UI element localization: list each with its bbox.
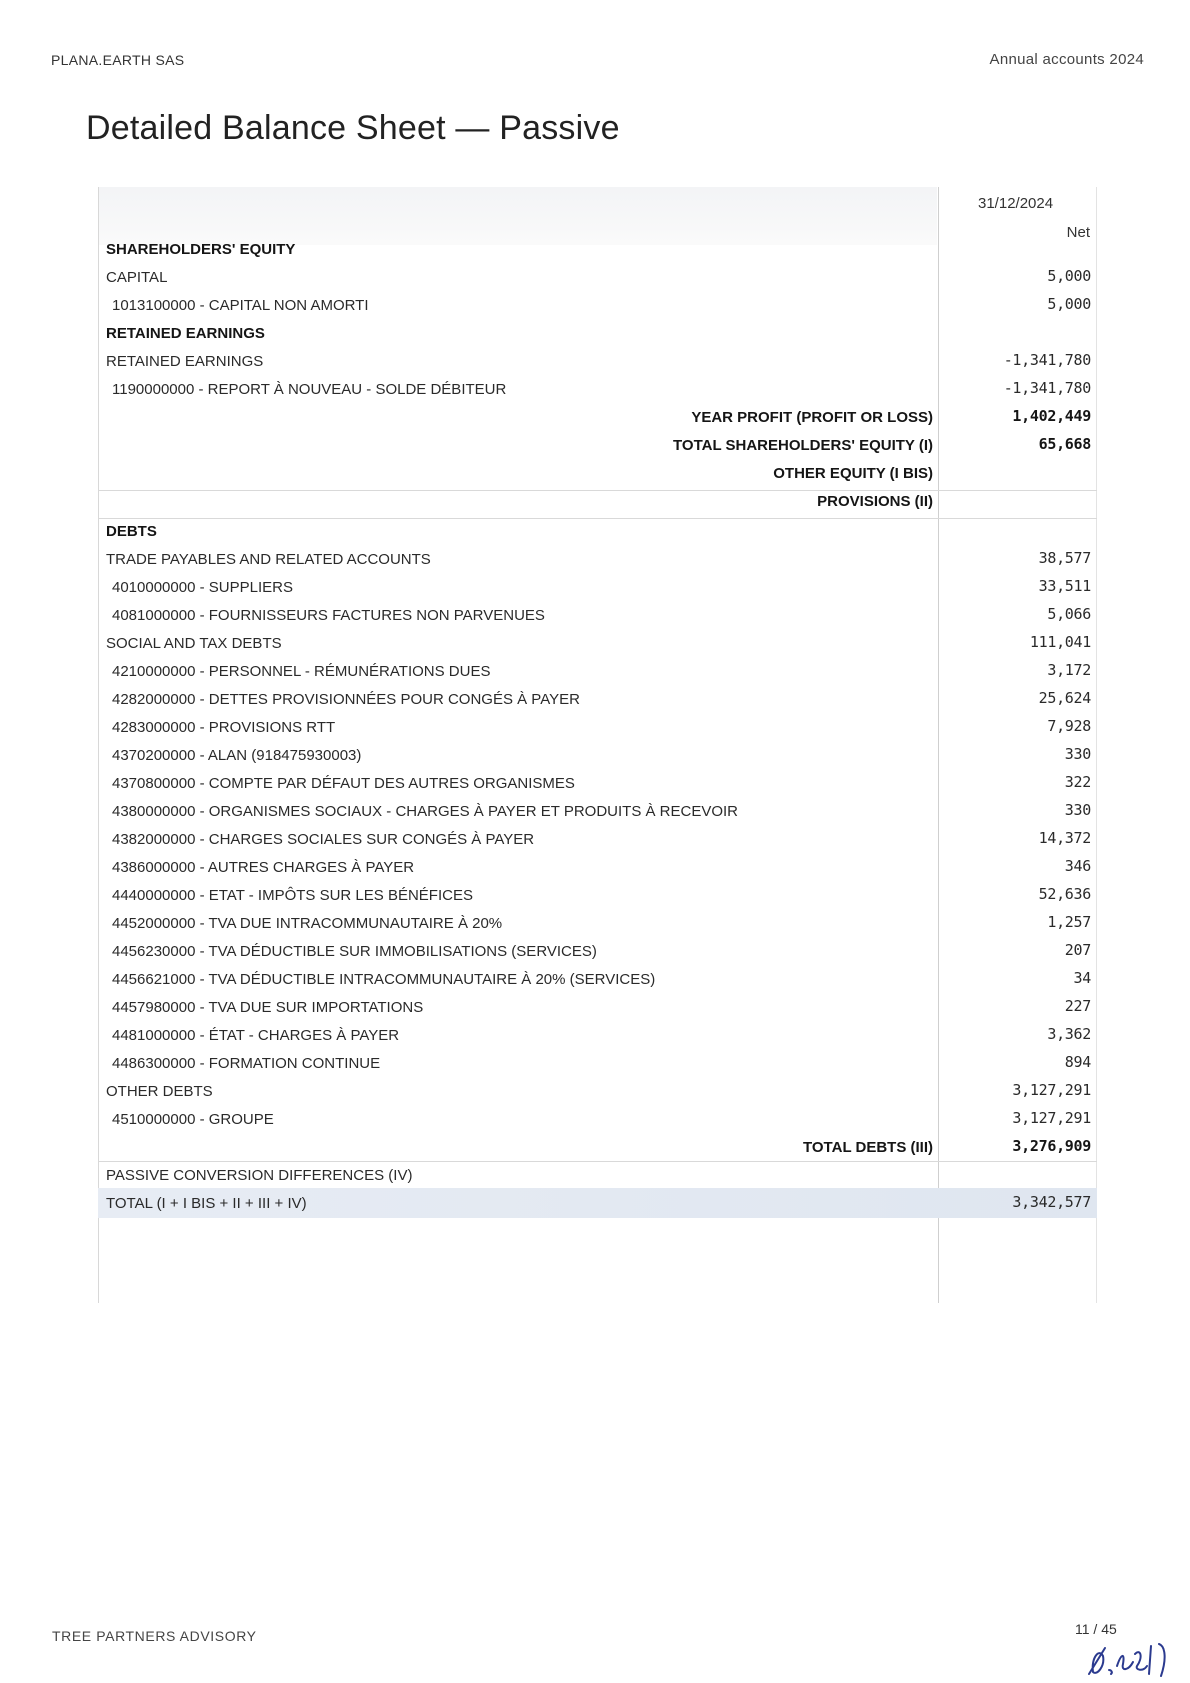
row-value: 7,928 xyxy=(1047,717,1091,735)
table-row xyxy=(98,516,1097,546)
row-value: 25,624 xyxy=(1038,689,1091,707)
table-row xyxy=(98,964,1097,994)
advisor-name: TREE PARTNERS ADVISORY xyxy=(52,1628,257,1644)
table-row xyxy=(98,880,1097,910)
table-row xyxy=(98,796,1097,826)
row-value: 330 xyxy=(1064,801,1091,819)
table-row xyxy=(98,402,1097,432)
row-value: 3,342,577 xyxy=(1012,1193,1091,1211)
row-label: 4386000000 - AUTRES CHARGES À PAYER xyxy=(112,859,415,876)
row-value: 3,127,291 xyxy=(1012,1109,1091,1127)
row-value: 346 xyxy=(1064,857,1091,875)
page-title: Detailed Balance Sheet — Passive xyxy=(86,109,620,147)
table-row xyxy=(98,1160,1097,1190)
column-net-header: Net xyxy=(1066,224,1090,241)
row-label: SOCIAL AND TAX DEBTS xyxy=(106,635,282,652)
table-row xyxy=(98,908,1097,938)
row-value: 894 xyxy=(1064,1053,1091,1071)
table-row xyxy=(98,684,1097,714)
row-label: YEAR PROFIT (PROFIT OR LOSS) xyxy=(691,409,933,426)
row-value: 207 xyxy=(1064,941,1091,959)
row-value: 5,000 xyxy=(1047,295,1091,313)
row-value: 14,372 xyxy=(1038,829,1091,847)
row-label: 4481000000 - ÉTAT - CHARGES À PAYER xyxy=(112,1027,400,1044)
row-value: 38,577 xyxy=(1038,549,1091,567)
table-row xyxy=(98,936,1097,966)
table-row xyxy=(98,234,1097,264)
company-name: PLANA.EARTH SAS xyxy=(51,52,185,68)
table-row xyxy=(98,712,1097,742)
row-label: 4380000000 - ORGANISMES SOCIAUX - CHARGES À PAYER ET PRODUITS À RECEVOIR xyxy=(112,803,739,820)
row-label: 1190000000 - REPORT À NOUVEAU - SOLDE DÉBITEUR xyxy=(112,381,507,398)
row-label: 4010000000 - SUPPLIERS xyxy=(112,579,293,596)
table-row xyxy=(98,1188,1097,1218)
row-value: 3,172 xyxy=(1047,661,1091,679)
table-row xyxy=(98,1076,1097,1106)
table-row xyxy=(98,628,1097,658)
row-label: SHAREHOLDERS' EQUITY xyxy=(106,241,296,258)
row-value: 3,276,909 xyxy=(1012,1137,1091,1155)
table-row xyxy=(98,1048,1097,1078)
table-row xyxy=(98,1020,1097,1050)
table-row xyxy=(98,486,1097,516)
table-row xyxy=(98,600,1097,630)
row-label: 4440000000 - ETAT - IMPÔTS SUR LES BÉNÉFICES xyxy=(112,887,473,904)
row-value: 227 xyxy=(1064,997,1091,1015)
row-value: 111,041 xyxy=(1029,633,1091,651)
table-row xyxy=(98,992,1097,1022)
table-row xyxy=(98,458,1097,488)
row-label: 4370800000 - COMPTE PAR DÉFAUT DES AUTRES ORGANISMES xyxy=(112,775,575,792)
row-value: 33,511 xyxy=(1038,577,1091,595)
table-row xyxy=(98,824,1097,854)
table-row xyxy=(98,1132,1097,1162)
table-row xyxy=(98,430,1097,460)
row-label: 4370200000 - ALAN (918475930003) xyxy=(112,747,362,764)
row-label: 4382000000 - CHARGES SOCIALES SUR CONGÉS À PAYER xyxy=(112,831,535,848)
row-label: 4456621000 - TVA DÉDUCTIBLE INTRACOMMUNAUTAIRE À 20% (SERVICES) xyxy=(112,971,656,988)
row-label: 4486300000 - FORMATION CONTINUE xyxy=(112,1055,381,1072)
row-label: 4081000000 - FOURNISSEURS FACTURES NON PARVENUES xyxy=(112,607,545,624)
table-row xyxy=(98,656,1097,686)
table-row xyxy=(98,290,1097,320)
row-label: DEBTS xyxy=(106,523,157,540)
table-row xyxy=(98,262,1097,292)
handwritten-signature xyxy=(1085,1636,1180,1680)
row-label: PROVISIONS (II) xyxy=(817,493,933,510)
document-name: Annual accounts 2024 xyxy=(989,51,1144,68)
row-label: CAPITAL xyxy=(106,269,168,286)
row-label: 4510000000 - GROUPE xyxy=(112,1111,274,1128)
row-label: 4283000000 - PROVISIONS RTT xyxy=(112,719,336,736)
row-value: 3,362 xyxy=(1047,1025,1091,1043)
table-row xyxy=(98,768,1097,798)
row-value: -1,341,780 xyxy=(1003,351,1091,369)
row-label: 4457980000 - TVA DUE SUR IMPORTATIONS xyxy=(112,999,424,1016)
row-label: 4452000000 - TVA DUE INTRACOMMUNAUTAIRE À 20% xyxy=(112,915,503,932)
row-value: -1,341,780 xyxy=(1003,379,1091,397)
column-date-header: 31/12/2024 xyxy=(978,195,1054,212)
row-label: PASSIVE CONVERSION DIFFERENCES (IV) xyxy=(106,1167,413,1184)
page-number: 11 / 45 xyxy=(1075,1621,1117,1637)
row-label: 1013100000 - CAPITAL NON AMORTI xyxy=(112,297,369,314)
row-value: 3,127,291 xyxy=(1012,1081,1091,1099)
row-label: RETAINED EARNINGS xyxy=(106,353,264,370)
table-row xyxy=(98,1104,1097,1134)
row-label: 4210000000 - PERSONNEL - RÉMUNÉRATIONS DUES xyxy=(112,663,491,680)
table-row xyxy=(98,852,1097,882)
row-value: 322 xyxy=(1064,773,1091,791)
table-row xyxy=(98,544,1097,574)
row-label: OTHER DEBTS xyxy=(106,1083,213,1100)
row-value: 1,402,449 xyxy=(1012,407,1091,425)
row-value: 1,257 xyxy=(1047,913,1091,931)
row-value: 34 xyxy=(1073,969,1091,987)
row-label: OTHER EQUITY (I BIS) xyxy=(773,465,933,482)
row-label: TOTAL SHAREHOLDERS' EQUITY (I) xyxy=(673,437,933,454)
table-row xyxy=(98,318,1097,348)
row-value: 65,668 xyxy=(1038,435,1091,453)
row-label: TRADE PAYABLES AND RELATED ACCOUNTS xyxy=(106,551,431,568)
table-row xyxy=(98,374,1097,404)
row-label: TOTAL DEBTS (III) xyxy=(803,1139,933,1156)
table-row xyxy=(98,740,1097,770)
table-row xyxy=(98,572,1097,602)
row-value: 5,000 xyxy=(1047,267,1091,285)
row-label: TOTAL (I + I BIS + II + III + IV) xyxy=(106,1195,307,1212)
row-label: 4456230000 - TVA DÉDUCTIBLE SUR IMMOBILISATIONS (SERVICES) xyxy=(112,943,597,960)
row-value: 330 xyxy=(1064,745,1091,763)
row-value: 5,066 xyxy=(1047,605,1091,623)
row-value: 52,636 xyxy=(1038,885,1091,903)
table-row xyxy=(98,346,1097,376)
row-label: 4282000000 - DETTES PROVISIONNÉES POUR CONGÉS À PAYER xyxy=(112,691,580,708)
row-label: RETAINED EARNINGS xyxy=(106,325,265,342)
